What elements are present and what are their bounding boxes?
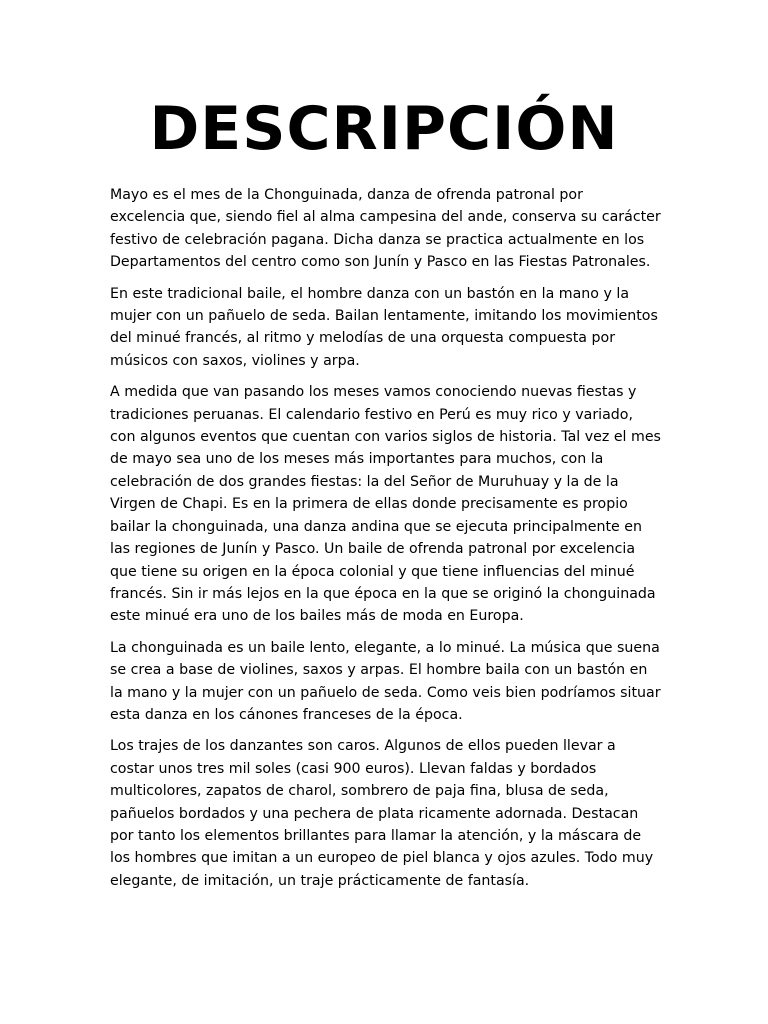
paragraph-3: A medida que van pasando los meses vamos conociendo nuevas fiestas y tradiciones peruanas. El calendario festivo en Perú es muy rico y variado, con algunos eventos que cuentan con varios siglos de historia. Tal vez el mes de mayo sea uno de los meses más importantes para muchos, con la celebración de dos grandes fiestas: la del Señor de Muruhuay y la de la Virgen de Chapi. Es en la primera de ellas donde precisamente es propio bailar la chonguinada, una danza andina que se ejecuta principalmente en las regiones de Junín y Pasco. Un baile de ofrenda patronal por excelencia que tiene su origen en la época colonial y que tiene influencias del minué francés. Sin ir más lejos en la que época en la que se originó la chonguinada este minué era uno de los bailes más de moda en Europa. bbox=[110, 384, 661, 625]
paragraph-4: La chonguinada es un baile lento, elegante, a lo minué. La música que suena se crea a base de violines, saxos y arpas. El hombre baila con un bastón en la mano y la mujer con un pañuelo de seda. Como veis bien podríamos situar esta danza en los cánones franceses de la época. bbox=[110, 639, 661, 723]
document-title: DESCRIPCIÓN bbox=[149, 94, 619, 164]
document-body bbox=[110, 184, 662, 901]
paragraph-1: Mayo es el mes de la Chonguinada, danza de ofrenda patronal por excelencia que, siendo fiel al alma campesina del ande, conserva su carácter festivo de celebración pagana. Dicha danza se practica actualmente en los Departamentos del centro como son Junín y Pasco en las Fiestas Patronales. bbox=[110, 187, 661, 271]
paragraph-5: Los trajes de los danzantes son caros. Algunos de ellos pueden llevar a costar unos tres mil soles (casi 900 euros). Llevan faldas y bordados multicolores, zapatos de charol, sombrero de paja fina, blusa de seda, pañuelos bordados y una pechera de plata ricamente adornada. Destacan por tanto los elementos brillantes para llamar la atención, y la máscara de los hombres que imitan a un europeo de piel blanca y ojos azules. Todo muy elegante, de imitación, un traje prácticamente de fantasía. bbox=[110, 738, 654, 889]
paragraph-2: En este tradicional baile, el hombre danza con un bastón en la mano y la mujer con un pañuelo de seda. Bailan lentamente, imitando los movimientos del minué francés, al ritmo y melodías de una orquesta compuesta por músicos con saxos, violines y arpa. bbox=[110, 285, 658, 369]
